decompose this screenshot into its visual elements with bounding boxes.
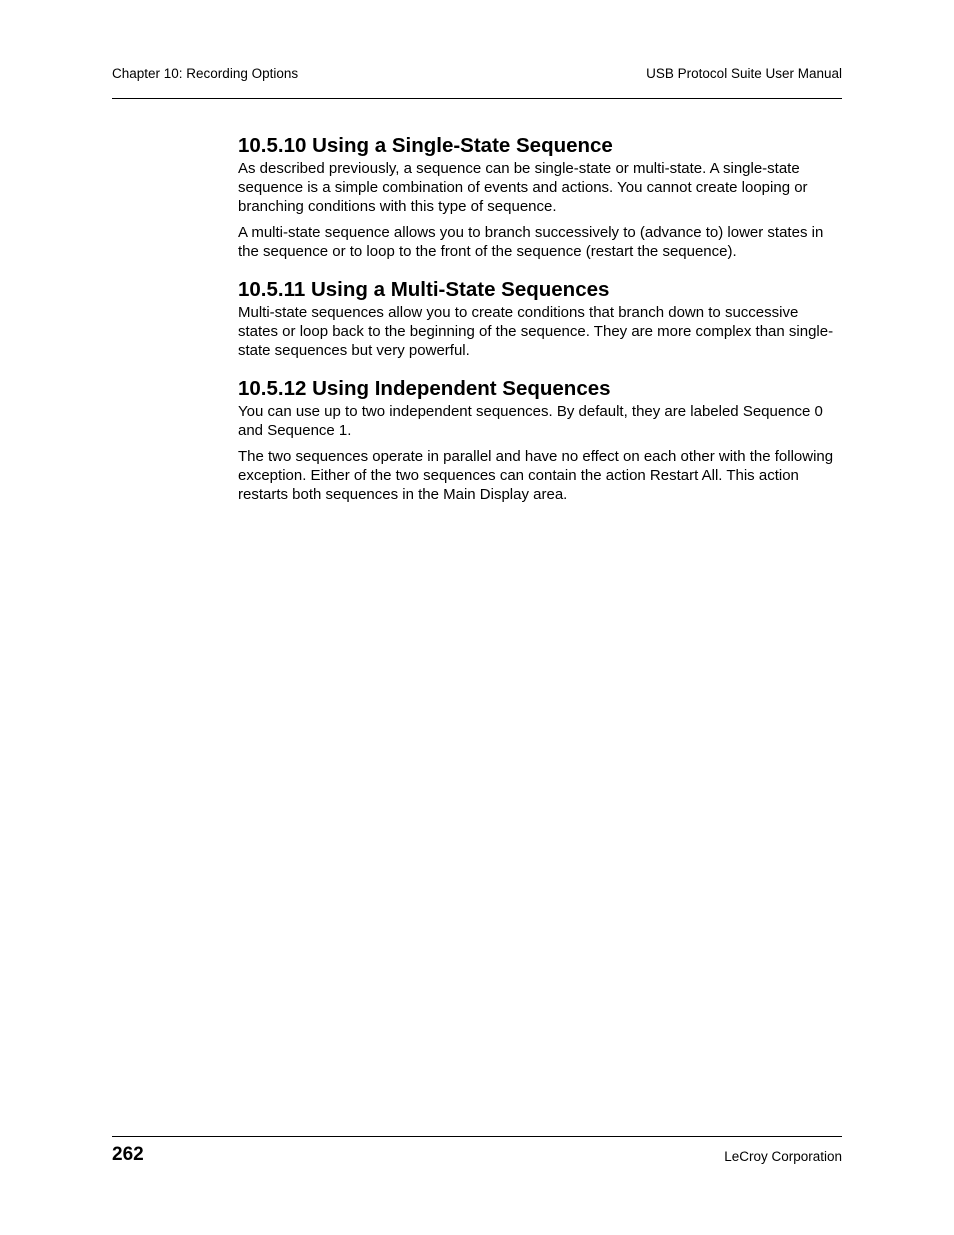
section-heading: 10.5.10 Using a Single-State Sequence — [238, 134, 613, 157]
manual-title: USB Protocol Suite User Manual — [646, 66, 842, 81]
paragraph: As described previously, a sequence can be single-state or multi-state. A single-state sequence is a simple combination of events and actions. You cannot create looping or branching conditions with this type of sequence. — [238, 160, 808, 215]
paragraph: Multi-state sequences allow you to create conditions that branch down to successive states or loop back to the beginning of the sequence. They are more complex than single-state sequences but very powerful. — [238, 304, 834, 359]
paragraph: A multi-state sequence allows you to branch successively to (advance to) lower states in the sequence or to loop to the front of the sequence (restart the sequence). — [238, 224, 824, 260]
section-single-state — [238, 133, 842, 261]
section-heading: 10.5.11 Using a Multi-State Sequences — [238, 278, 610, 301]
page-footer — [112, 1136, 842, 1177]
paragraph: You can use up to two independent sequences. By default, they are labeled Sequence 0 and Sequence 1. — [238, 403, 823, 439]
page-header — [112, 64, 842, 99]
page-number: 262 — [112, 1144, 144, 1165]
paragraph: The two sequences operate in parallel and have no effect on each other with the following exception. Either of the two sequences can contain the action Restart All. This action restarts both sequences in the Main Display area. — [238, 448, 834, 503]
section-heading: 10.5.12 Using Independent Sequences — [238, 377, 611, 400]
section-multi-state — [238, 277, 842, 360]
page-content — [238, 133, 842, 511]
chapter-title: Chapter 10: Recording Options — [112, 66, 299, 81]
section-independent — [238, 376, 842, 504]
company-name: LeCroy Corporation — [724, 1149, 842, 1164]
